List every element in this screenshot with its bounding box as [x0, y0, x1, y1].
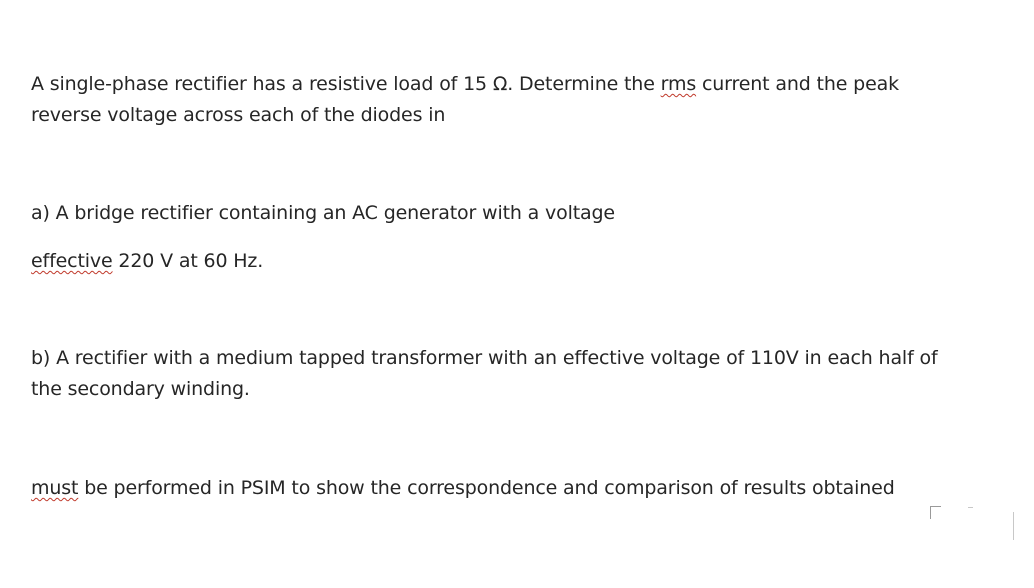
part-a-line-2	[31, 246, 991, 277]
problem-statement	[31, 69, 991, 131]
part-a-text: 220 V at 60 Hz.	[112, 250, 264, 272]
page-edge-line	[1013, 512, 1014, 540]
footer-instruction	[31, 473, 991, 504]
crop-corner-mark	[930, 506, 941, 519]
part-b-line-2: the secondary winding.	[31, 378, 250, 400]
problem-statement-line-1	[31, 69, 991, 100]
part-b-line-1: b) A rectifier with a medium tapped transformer with an effective voltage of 110V in each half of	[31, 347, 938, 369]
problem-text-2: current and the peak	[696, 73, 899, 95]
crop-dash-mark	[968, 507, 973, 508]
spellcheck-flagged-word-effective[interactable]: effective	[31, 250, 113, 272]
spellcheck-flagged-word-rms[interactable]: rms	[660, 73, 697, 95]
problem-statement-line-2: reverse voltage across each of the diodes in	[31, 104, 446, 126]
footer-text: be performed in PSIM to show the correspondence and comparison of results obtained	[78, 477, 895, 499]
part-b	[31, 343, 991, 405]
problem-text-1: A single-phase rectifier has a resistive load of 15 Ω. Determine the	[31, 73, 661, 95]
spellcheck-flagged-word-must[interactable]: must	[31, 477, 79, 499]
part-a-line-1: a) A bridge rectifier containing an AC generator with a voltage	[31, 202, 615, 224]
